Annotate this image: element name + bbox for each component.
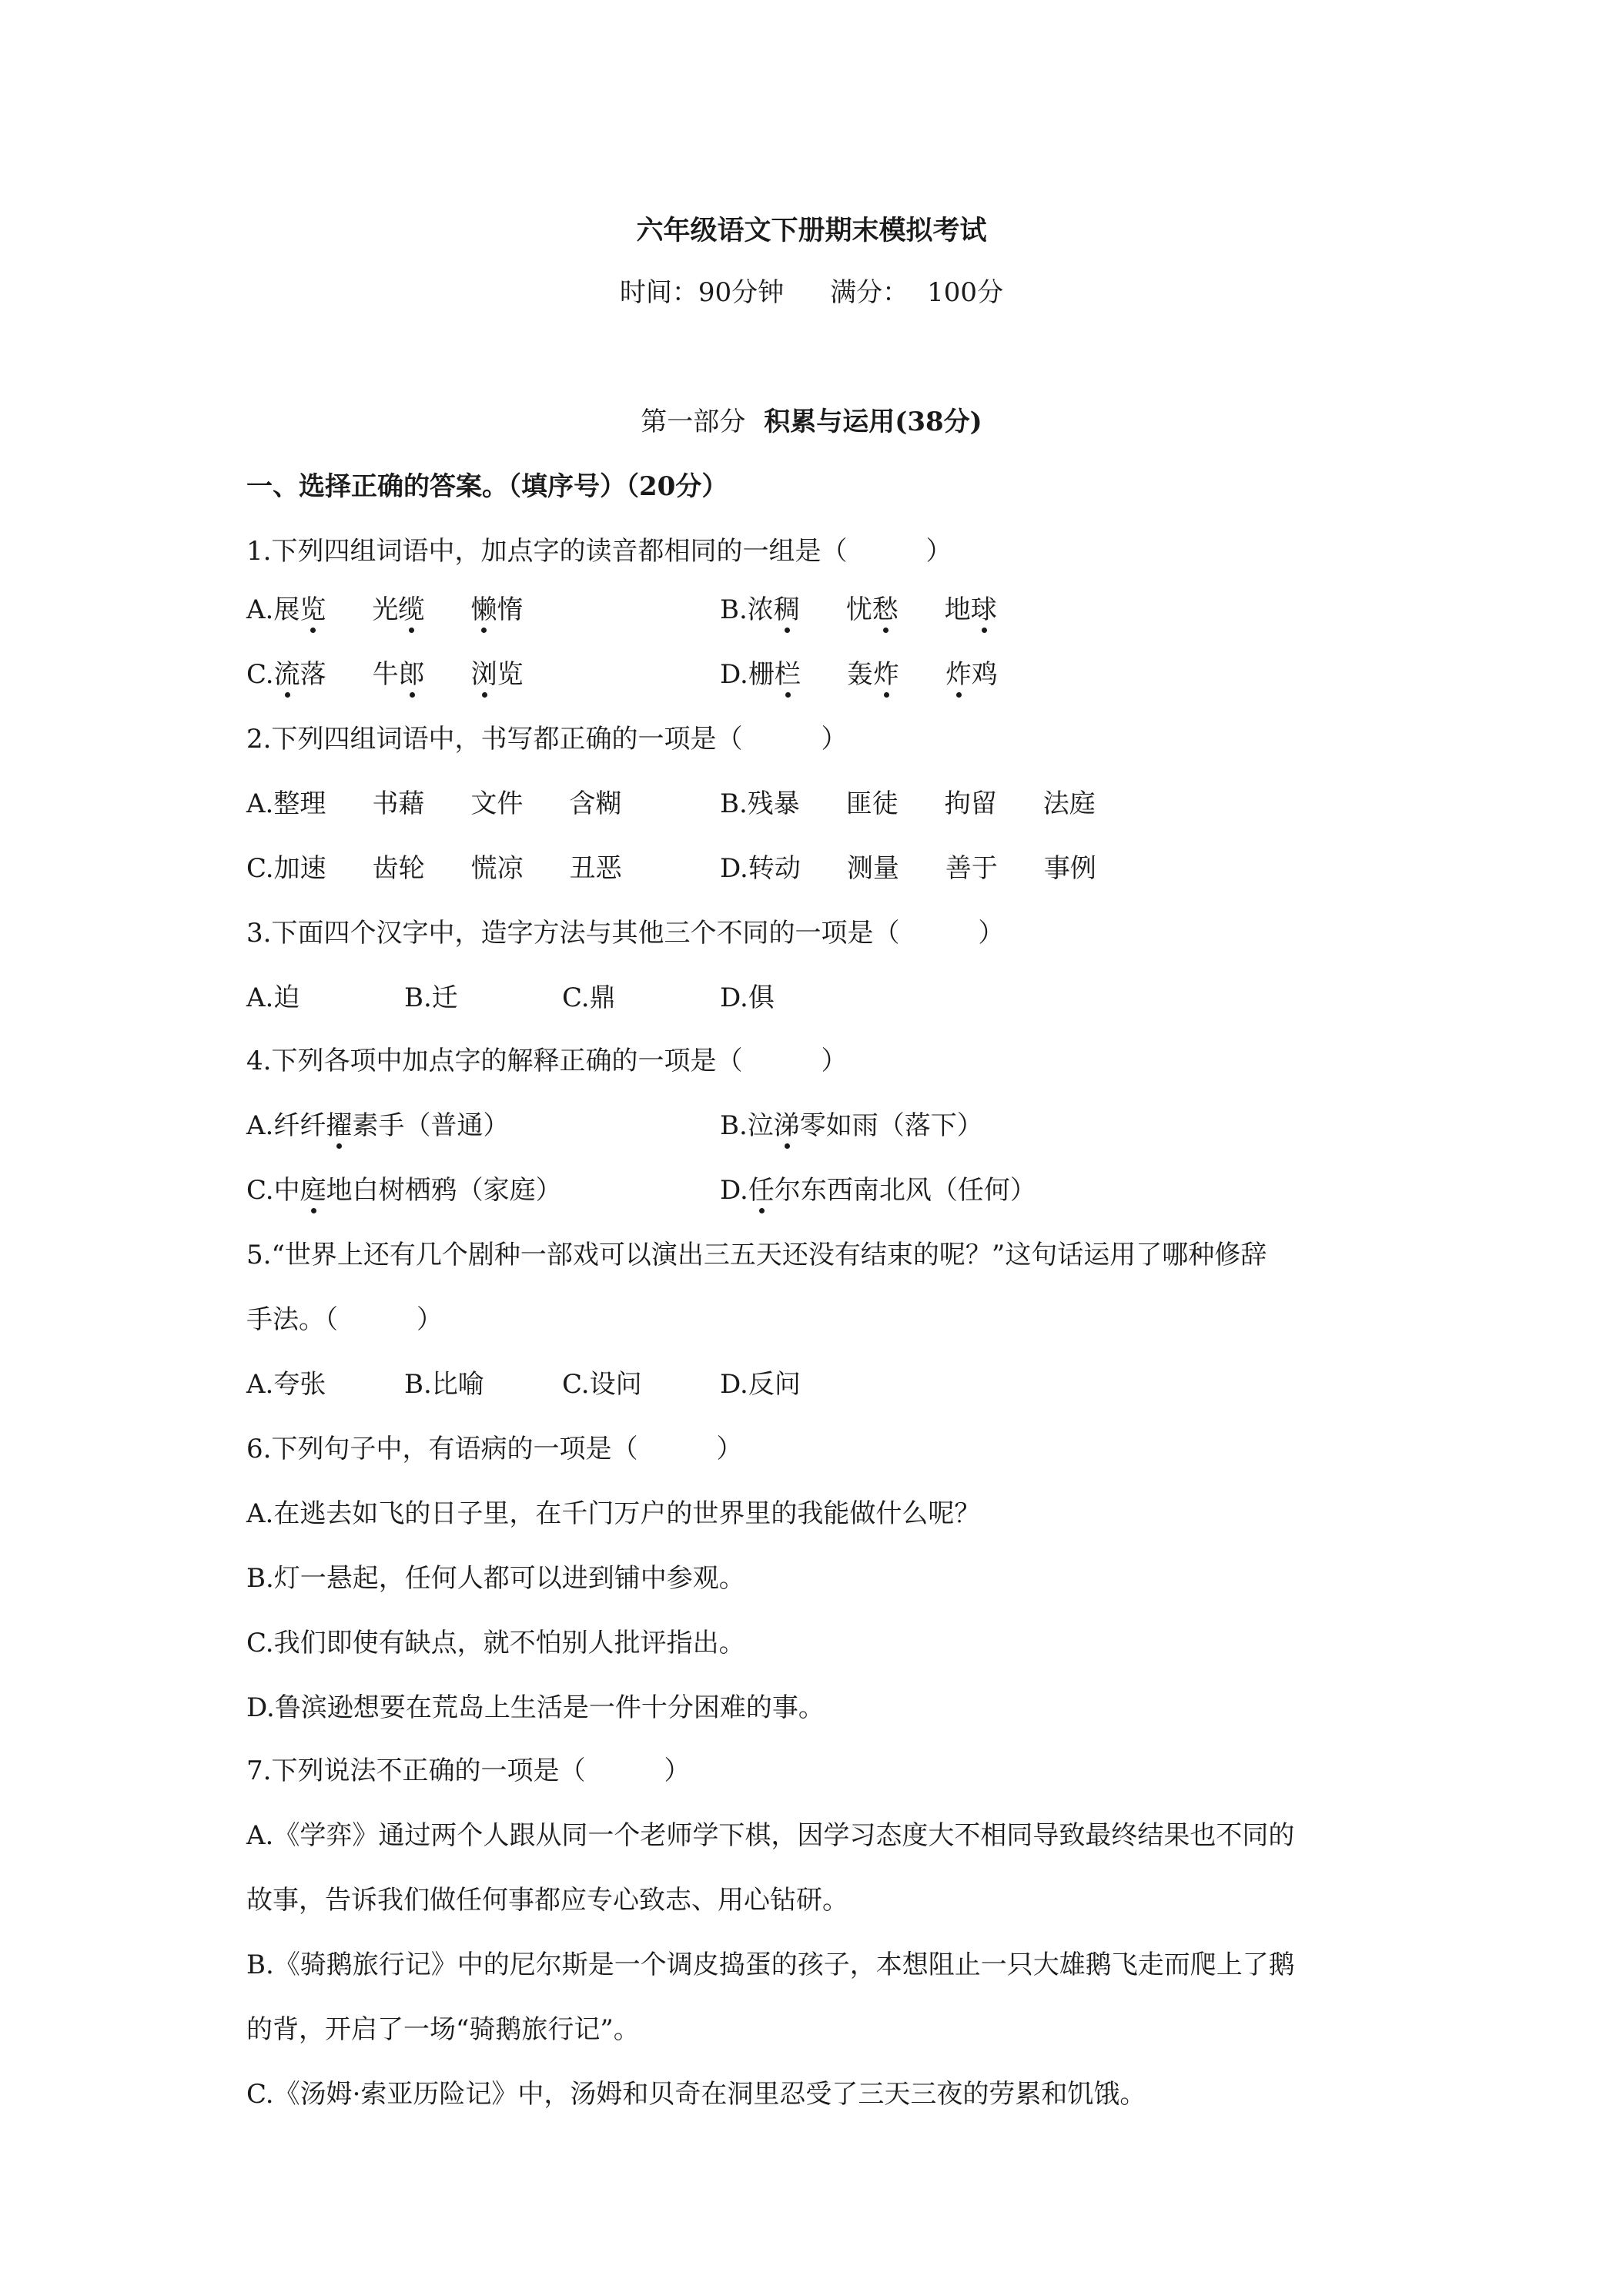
- emphasis-dot-char: 涕: [773, 1110, 800, 1141]
- question-6-option-b: B.灯一悬起，任何人都可以进到铺中参观。: [246, 1563, 745, 1594]
- emphasis-dot-char: 擢: [326, 1110, 353, 1141]
- text-span: 牛郎: [372, 659, 425, 690]
- text-span: 转动: [748, 853, 801, 884]
- text-span: C.中: [246, 1175, 300, 1206]
- text-span: 文件: [470, 788, 524, 819]
- question-2-option-c: [246, 853, 622, 884]
- question-5-option-b: B.比喻: [404, 1369, 484, 1400]
- emphasis-dot-char: 庭: [300, 1175, 326, 1206]
- question-3-option-b: B.迁: [404, 982, 458, 1013]
- text-span: C.: [246, 659, 274, 690]
- text-span: B.: [720, 594, 748, 625]
- text-span: A.: [246, 594, 274, 625]
- text-span: 光缆: [372, 594, 425, 625]
- question-3-stem: 3.下面四个汉字中，造字方法与其他三个不同的一项是（ ）: [246, 918, 1005, 949]
- text-span: 素手（普通）: [352, 1110, 510, 1141]
- emphasis-dot-char: 郎: [398, 659, 425, 690]
- text-span: 匪徒: [845, 788, 899, 819]
- question-3-option-d: D.俱: [720, 982, 775, 1013]
- question-5-option-a: A.夸张: [246, 1369, 326, 1400]
- text-span: 丑恶: [569, 853, 622, 884]
- text-span: 加速: [273, 853, 326, 884]
- text-span: 浏览: [470, 659, 524, 690]
- question-2-option-d: [720, 853, 1096, 884]
- text-span: 栅栏: [748, 659, 801, 690]
- emphasis-dot-char: 炸: [945, 659, 972, 690]
- text-span: 善于: [945, 853, 998, 884]
- text-span: A.: [246, 788, 274, 819]
- question-1-option-b: [720, 594, 997, 625]
- text-span: 齿轮: [372, 853, 425, 884]
- question-2-stem: 2.下列四组词语中，书写都正确的一项是（ ）: [246, 724, 848, 755]
- part-label: 第一部分: [641, 407, 746, 437]
- text-span: 测量: [846, 853, 899, 884]
- text-span: 尔东西南北风（任何）: [774, 1175, 1036, 1206]
- question-1-option-c: [246, 659, 524, 690]
- question-4-option-d: [720, 1175, 1036, 1206]
- text-span: 慌凉: [470, 853, 524, 884]
- question-5-option-d: D.反问: [720, 1369, 801, 1400]
- emphasis-dot-char: 浏: [470, 659, 497, 690]
- text-span: 含糊: [569, 788, 622, 819]
- emphasis-dot-char: 稠: [773, 594, 800, 625]
- text-span: 展览: [273, 594, 326, 625]
- text-span: 地白树栖鸦（家庭）: [326, 1175, 562, 1206]
- question-4-option-a: [246, 1110, 509, 1141]
- question-5-option-c: C.设问: [562, 1369, 642, 1400]
- text-span: 懒惰: [470, 594, 524, 625]
- text-span: 事例: [1043, 853, 1096, 884]
- text-span: 浓稠: [747, 594, 800, 625]
- question-7-option-b-line-1: B.《骑鹅旅行记》中的尼尔斯是一个调皮捣蛋的孩子，本想阻止一只大雄鹅飞走而爬上了鹅: [246, 1950, 1295, 1980]
- full-score-label: 满分：: [830, 277, 909, 308]
- text-span: A.纤纤: [246, 1110, 326, 1141]
- exam-meta: [0, 277, 1623, 308]
- text-span: 残暴: [747, 788, 800, 819]
- text-span: 整理: [273, 788, 326, 819]
- question-7-option-b-line-2: 的背，开启了一场“骑鹅旅行记”。: [246, 2014, 640, 2045]
- text-span: 书藉: [372, 788, 425, 819]
- text-span: B.: [720, 788, 748, 819]
- question-7-option-c: C.《汤姆·索亚历险记》中，汤姆和贝奇在洞里忍受了三天三夜的劳累和饥饿。: [246, 2079, 1146, 2110]
- question-6-option-d: D.鲁滨逊想要在荒岛上生活是一件十分困难的事。: [246, 1692, 825, 1723]
- text-span: B.泣: [720, 1110, 774, 1141]
- text-span: 拘留: [944, 788, 997, 819]
- question-2-option-a: [246, 788, 621, 819]
- emphasis-dot-char: 流: [273, 659, 300, 690]
- emphasis-dot-char: 缆: [398, 594, 425, 625]
- question-5-stem-line-1: 5.“世界上还有几个剧种一部戏可以演出三五天还没有结束的呢？”这句话运用了哪种修辞: [246, 1240, 1267, 1270]
- question-3-option-c: C.鼎: [562, 982, 616, 1013]
- text-span: C.: [246, 853, 274, 884]
- part-title: 积累与运用(38分): [764, 407, 982, 437]
- text-span: D.: [720, 659, 748, 690]
- exam-title: 六年级语文下册期末模拟考试: [636, 215, 987, 246]
- question-6-option-c: C.我们即使有缺点，就不怕别人批评指出。: [246, 1628, 745, 1658]
- emphasis-dot-char: 球: [970, 594, 997, 625]
- emphasis-dot-char: 任: [748, 1175, 775, 1206]
- question-1-option-d: [720, 659, 998, 690]
- question-2-option-b: [720, 788, 1096, 819]
- question-6-stem: 6.下列句子中，有语病的一项是（ ）: [246, 1434, 743, 1464]
- text-span: 地球: [944, 594, 997, 625]
- question-4-option-c: [246, 1175, 562, 1206]
- question-5-stem-line-2: 手法。（ ）: [246, 1304, 443, 1335]
- text-span: 忧愁: [845, 594, 899, 625]
- question-4-stem: 4.下列各项中加点字的解释正确的一项是（ ）: [246, 1046, 848, 1076]
- question-4-option-b: [720, 1110, 983, 1141]
- full-score-value: 100分: [927, 277, 1004, 308]
- text-span: 法庭: [1042, 788, 1096, 819]
- question-7-option-a-line-2: 故事，告诉我们做任何事都应专心致志、用心钻研。: [246, 1885, 848, 1916]
- emphasis-dot-char: 览: [300, 594, 326, 625]
- question-3-option-a: A.迫: [246, 982, 300, 1013]
- text-span: D.: [720, 1175, 748, 1206]
- text-span: 流落: [273, 659, 326, 690]
- text-span: 轰炸: [846, 659, 899, 690]
- emphasis-dot-char: 愁: [872, 594, 899, 625]
- question-1-option-a: [246, 594, 523, 625]
- emphasis-dot-char: 炸: [872, 659, 899, 690]
- emphasis-dot-char: 栏: [774, 659, 801, 690]
- text-span: 零如雨（落下）: [799, 1110, 983, 1141]
- text-span: 炸鸡: [945, 659, 998, 690]
- part-heading: [0, 407, 1623, 437]
- emphasis-dot-char: 懒: [470, 594, 497, 625]
- section-heading: 一、选择正确的答案。（填序号）（20分）: [246, 471, 728, 502]
- question-6-option-a: A.在逃去如飞的日子里，在千门万户的世界里的我能做什么呢？: [246, 1498, 981, 1529]
- question-7-option-a-line-1: A.《学弈》通过两个人跟从同一个老师学下棋，因学习态度大不相同导致最终结果也不同的: [246, 1820, 1295, 1851]
- text-span: D.: [720, 853, 748, 884]
- time-limit: 时间：90分钟: [619, 277, 785, 308]
- question-7-stem: 7.下列说法不正确的一项是（ ）: [246, 1755, 691, 1786]
- question-1-stem: 1.下列四组词语中，加点字的读音都相同的一组是（ ）: [246, 536, 952, 567]
